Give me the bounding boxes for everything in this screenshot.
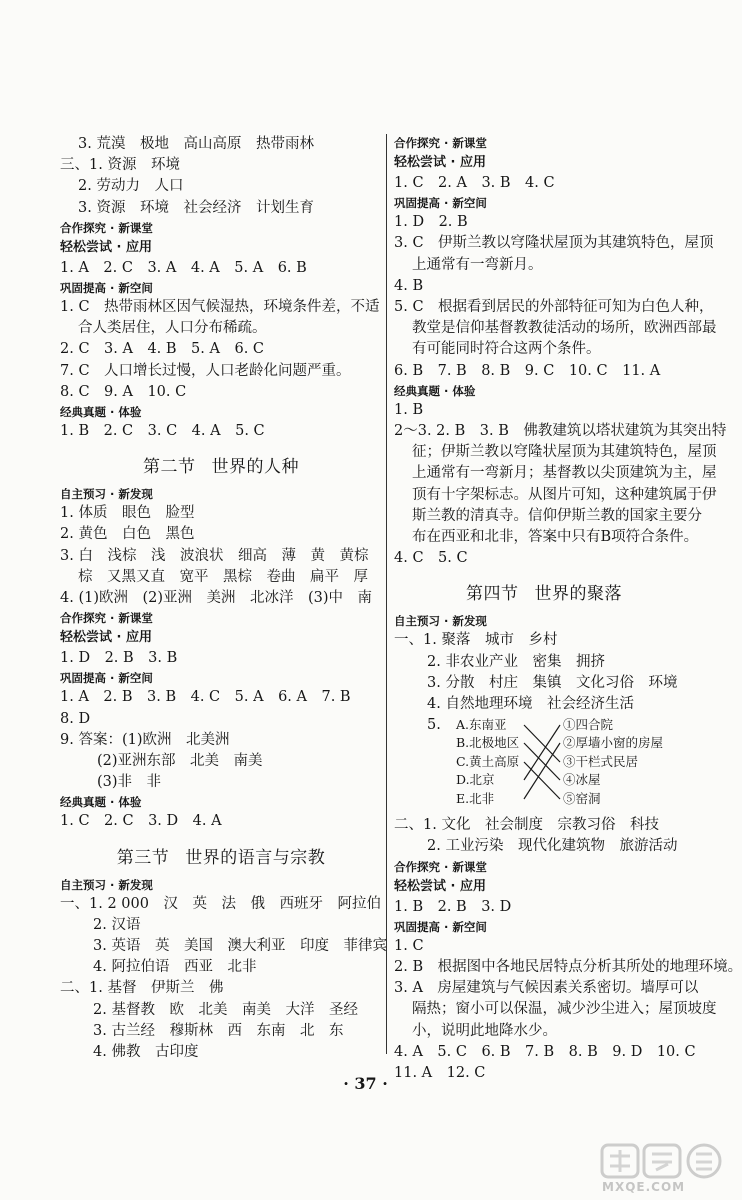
match-left-item: E.北非 xyxy=(456,791,495,807)
answer-line: 一、1. 聚落 城市 乡村 xyxy=(394,632,558,649)
section-label: 合作探究 · 新课堂 xyxy=(394,136,487,150)
answer-line: 1. C xyxy=(394,937,424,954)
answer-line: 斯兰教的清真寺。信仰伊斯兰教的国家主要分 xyxy=(412,507,702,524)
answer-line: 1. C 2. C 3. D 4. A xyxy=(60,813,222,830)
answer-line: 6. B 7. B 8. B 9. C 10. C 11. A xyxy=(394,362,661,379)
answer-line: 2. 黄色 白色 黑色 xyxy=(60,526,195,543)
answer-line: 三、1. 资源 环境 xyxy=(60,157,180,174)
subsection-heading: 轻松尝试 · 应用 xyxy=(60,239,152,255)
answer-line: 2. 基督教 欧 北美 南美 大洋 圣经 xyxy=(93,1001,358,1018)
match-right-item: ⑤窑洞 xyxy=(563,791,601,807)
match-left-item: D.北京 xyxy=(456,772,495,788)
answer-line: (2)亚洲东部 北美 南美 xyxy=(97,753,263,770)
section-label: 合作探究 · 新课堂 xyxy=(394,859,487,874)
section-title: 第三节 世界的语言与宗教 xyxy=(116,847,326,868)
section-label: 经典真题 · 体验 xyxy=(60,795,142,810)
answer-line: 2. C 3. A 4. B 5. A 6. C xyxy=(60,341,265,358)
answer-line: 3. 荒漠 极地 高山高原 热带雨林 xyxy=(78,136,314,152)
answer-line: 4. 佛教 古印度 xyxy=(93,1044,199,1061)
answer-line: 4. A 5. C 6. B 7. B 8. B 9. D 10. C xyxy=(394,1043,696,1060)
watermark-logo xyxy=(600,1142,726,1194)
match-question-number: 5. xyxy=(427,717,441,734)
answer-line: 1. C 2. A 3. B 4. C xyxy=(394,175,555,191)
answer-line: 3. 英语 英 美国 澳大利亚 印度 菲律宾 xyxy=(93,938,387,955)
answer-line: 4. 阿拉伯语 西亚 北非 xyxy=(93,959,257,976)
section-label: 合作探究 · 新课堂 xyxy=(60,220,153,235)
answer-line: 有可能同时符合这两个条件。 xyxy=(412,341,601,358)
answer-line: 3. 资源 环境 社会经济 计划生育 xyxy=(78,199,314,216)
answer-line: 4. 自然地理环境 社会经济生活 xyxy=(427,696,634,713)
answer-line: 3. 白 浅棕 浅 波浪状 细高 薄 黄 黄棕 xyxy=(60,547,369,564)
section-label: 自主预习 · 新发现 xyxy=(394,614,487,629)
match-right-item: ④冰屋 xyxy=(563,772,601,788)
section-title: 第四节 世界的聚落 xyxy=(466,584,622,605)
subsection-heading: 轻松尝试 · 应用 xyxy=(60,630,152,646)
answer-line: 3. 分散 村庄 集镇 文化习俗 环境 xyxy=(427,674,678,691)
answer-line: 2～3. 2. B 3. B 佛教建筑以塔状建筑为其突出特 xyxy=(394,423,727,440)
answer-line: 一、1. 2 000 汉 英 法 俄 西班牙 阿拉伯 xyxy=(60,895,381,912)
column-divider xyxy=(386,134,387,1054)
answer-line: 1. B 2. C 3. C 4. A 5. C xyxy=(60,423,265,440)
answer-line: 11. A 12. C xyxy=(394,1065,486,1082)
answer-line: 3. A 房屋建筑与气候因素关系密切。墙厚可以 xyxy=(394,980,699,997)
answer-line: 2. 工业污染 现代化建筑物 旅游活动 xyxy=(427,838,678,855)
answer-line: 1. C 热带雨林区因气候湿热，环境条件差，不适 xyxy=(60,299,380,316)
section-label: 巩固提高 · 新空间 xyxy=(60,281,153,296)
answer-line: 隔热；窗小可以保温，减少沙尘进入；屋顶坡度 xyxy=(412,1001,717,1018)
answer-line: 8. D xyxy=(60,710,91,727)
answer-line: 1. D 2. B 3. B xyxy=(60,650,178,667)
subsection-heading: 轻松尝试 · 应用 xyxy=(394,878,486,894)
answer-line: 2. 汉语 xyxy=(93,916,141,933)
answer-line: 1. A 2. C 3. A 4. A 5. A 6. B xyxy=(60,259,307,276)
watermark-icon xyxy=(600,1142,726,1182)
match-right-item: ③干栏式民居 xyxy=(563,754,639,770)
answer-line: 征；伊斯兰教以穹隆状屋顶为其建筑特色，屋顶 xyxy=(412,444,717,461)
section-title: 第二节 世界的人种 xyxy=(143,457,299,478)
answer-line: 1. B xyxy=(394,401,424,418)
match-right-item: ①四合院 xyxy=(563,717,614,733)
matching-diagram xyxy=(394,715,694,815)
section-label: 巩固提高 · 新空间 xyxy=(394,919,487,934)
answer-line: 布在西亚和北非，答案中只有B项符合条件。 xyxy=(412,529,699,546)
section-label: 经典真题 · 体验 xyxy=(394,383,476,398)
answer-line: 1. A 2. B 3. B 4. C 5. A 6. A 7. B xyxy=(60,689,351,706)
answer-line: 4. C 5. C xyxy=(394,550,468,567)
match-lines xyxy=(394,715,694,815)
section-label: 自主预习 · 新发现 xyxy=(60,487,153,502)
answer-line: 2. B 根据图中各地民居特点分析其所处的地理环境。 xyxy=(394,959,742,976)
answer-line: 4. B xyxy=(394,277,424,294)
answer-line: 4. (1)欧洲 (2)亚洲 美洲 北冰洋 (3)中 南 xyxy=(60,590,373,607)
subsection-heading: 轻松尝试 · 应用 xyxy=(394,155,486,170)
answer-line: 上通常有一弯新月。 xyxy=(412,256,543,273)
answer-line: 2. 非农业产业 密集 拥挤 xyxy=(427,653,605,670)
match-right-item: ②厚墙小窗的房屋 xyxy=(563,735,664,751)
answer-line: 合人类居住，人口分布稀疏。 xyxy=(78,320,267,337)
answer-line: 二、1. 基督 伊斯兰 佛 xyxy=(60,980,224,997)
answer-line: 8. C 9. A 10. C xyxy=(60,383,187,400)
match-left-item: A.东南亚 xyxy=(456,717,507,733)
section-label: 巩固提高 · 新空间 xyxy=(60,671,153,686)
answer-line: 7. C 人口增长过慢，人口老龄化问题严重。 xyxy=(60,362,351,379)
answer-line: 3. 古兰经 穆斯林 西 东南 北 东 xyxy=(93,1022,344,1039)
answer-line: 3. C 伊斯兰教以穹隆状屋顶为其建筑特色，屋顶 xyxy=(394,235,714,252)
answer-line: 二、1. 文化 社会制度 宗教习俗 科技 xyxy=(394,817,659,834)
answer-line: 1. B 2. B 3. D xyxy=(394,898,512,915)
answer-line: 小，说明此地降水少。 xyxy=(412,1022,557,1039)
answer-line: 棕 又黑又直 宽平 黑棕 卷曲 扁平 厚 xyxy=(78,568,368,585)
answer-line: 顶有十字架标志。从图片可知，这种建筑属于伊 xyxy=(412,486,717,503)
match-left-item: B.北极地区 xyxy=(456,735,520,751)
watermark-url: MXQE.COM xyxy=(602,1180,686,1194)
section-label: 巩固提高 · 新空间 xyxy=(394,196,487,211)
left-column xyxy=(60,134,387,1063)
answer-line: 2. 劳动力 人口 xyxy=(78,178,184,195)
page-number: · 37 · xyxy=(343,1074,388,1093)
answer-line: 5. C 根据看到居民的外部特征可知为白色人种， xyxy=(394,299,714,316)
answer-line: (3)非 非 xyxy=(97,774,162,791)
section-label: 合作探究 · 新课堂 xyxy=(60,611,153,626)
answer-line: 1. D 2. B xyxy=(394,214,468,231)
answer-line: 9. 答案：(1)欧洲 北美洲 xyxy=(60,731,230,748)
answer-line: 上通常有一弯新月；基督教以尖顶建筑为主，屋 xyxy=(412,465,717,482)
answer-line: 1. 体质 眼色 脸型 xyxy=(60,505,195,522)
section-label: 经典真题 · 体验 xyxy=(60,405,142,420)
right-column xyxy=(394,134,742,1084)
section-label: 自主预习 · 新发现 xyxy=(60,877,153,892)
match-left-item: C.黄土高原 xyxy=(456,754,520,770)
answer-line: 教堂是信仰基督教教徒活动的场所，欧洲西部最 xyxy=(412,320,717,337)
